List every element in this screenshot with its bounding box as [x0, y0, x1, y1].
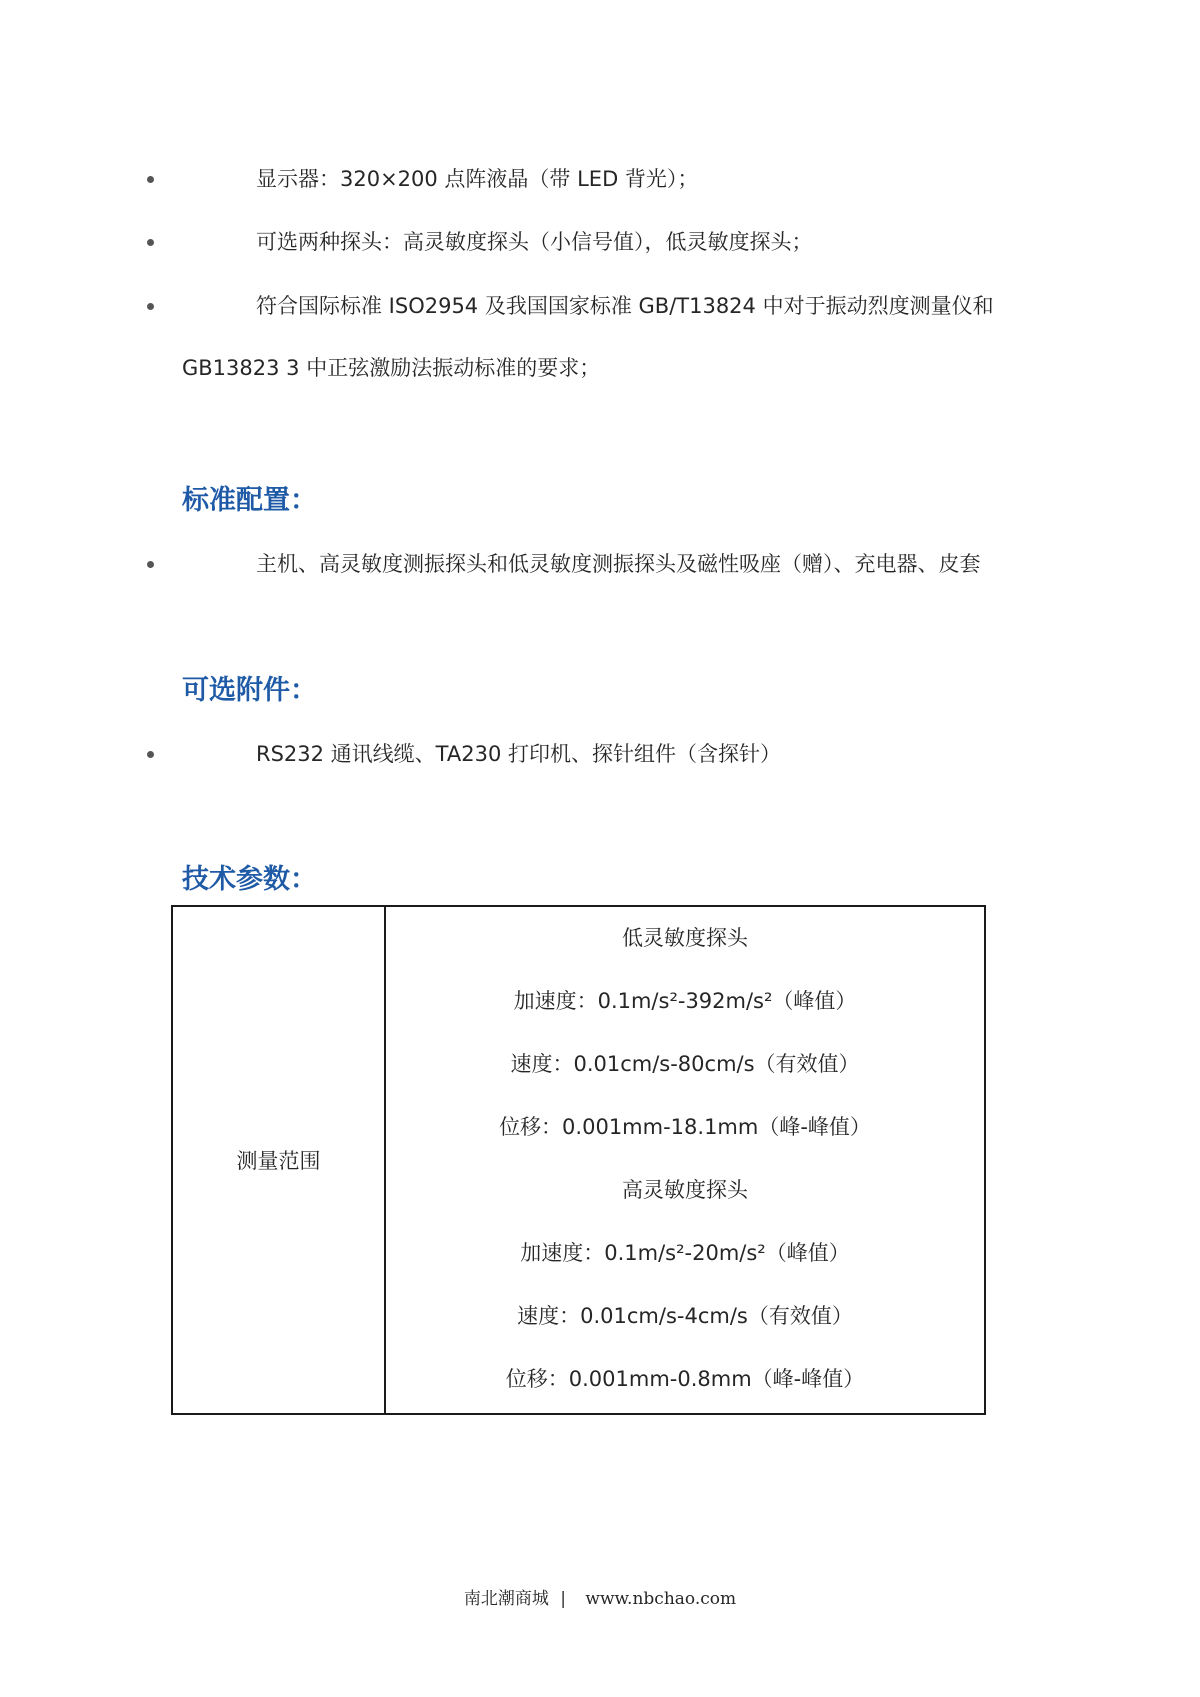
low-displacement-range: 位移：0.001mm-18.1mm（峰-峰值）	[499, 1115, 871, 1139]
measurement-range-label: 测量范围	[172, 906, 385, 1414]
low-velocity-range: 速度：0.01cm/s-80cm/s（有效值）	[510, 1052, 860, 1076]
feature-text-continuation: GB13823 3 中正弦激励法振动标准的要求；	[182, 356, 601, 380]
bullet-icon	[147, 239, 154, 246]
footer-site-name: 南北潮商城	[463, 1589, 549, 1609]
footer-separator: |	[560, 1589, 567, 1609]
high-acceleration-range: 加速度：0.1m/s²-20m/s²（峰值）	[520, 1241, 850, 1265]
table-row	[172, 906, 985, 1414]
feature-item	[0, 222, 1200, 262]
optional-accessory-item	[0, 734, 1200, 774]
bullet-icon	[147, 303, 154, 310]
bullet-icon	[147, 176, 154, 183]
low-sensitivity-probe-title: 低灵敏度探头	[622, 926, 748, 950]
optional-accessories-heading: 可选附件：	[182, 675, 317, 706]
measurement-range-values	[385, 906, 985, 1414]
tech-params-heading: 技术参数：	[182, 864, 317, 895]
footer-url[interactable]: www.nbchao.com	[585, 1589, 737, 1609]
page-footer	[0, 1584, 1200, 1609]
feature-text: 可选两种探头：高灵敏度探头（小信号值），低灵敏度探头；	[256, 230, 813, 254]
feature-text: 显示器：320×200 点阵液晶（带 LED 背光）；	[256, 167, 699, 191]
feature-text: 符合国际标准 ISO2954 及我国国家标准 GB/T13824 中对于振动烈度测量仪和	[256, 294, 994, 318]
optional-accessory-text: RS232 通讯线缆、TA230 打印机、探针组件（含探针）	[256, 742, 781, 766]
high-sensitivity-probe-title: 高灵敏度探头	[622, 1178, 748, 1202]
tech-params-table	[171, 905, 986, 1415]
bullet-icon	[147, 751, 154, 758]
standard-config-text: 主机、高灵敏度测振探头和低灵敏度测振探头及磁性吸座（赠）、充电器、皮套	[256, 552, 981, 576]
standard-config-heading: 标准配置：	[182, 485, 317, 516]
high-displacement-range: 位移：0.001mm-0.8mm（峰-峰值）	[505, 1367, 865, 1391]
feature-item	[0, 286, 1200, 326]
low-acceleration-range: 加速度：0.1m/s²-392m/s²（峰值）	[513, 989, 857, 1013]
standard-config-item	[0, 544, 1200, 584]
feature-item	[0, 159, 1200, 199]
bullet-icon	[147, 561, 154, 568]
high-velocity-range: 速度：0.01cm/s-4cm/s（有效值）	[517, 1304, 853, 1328]
